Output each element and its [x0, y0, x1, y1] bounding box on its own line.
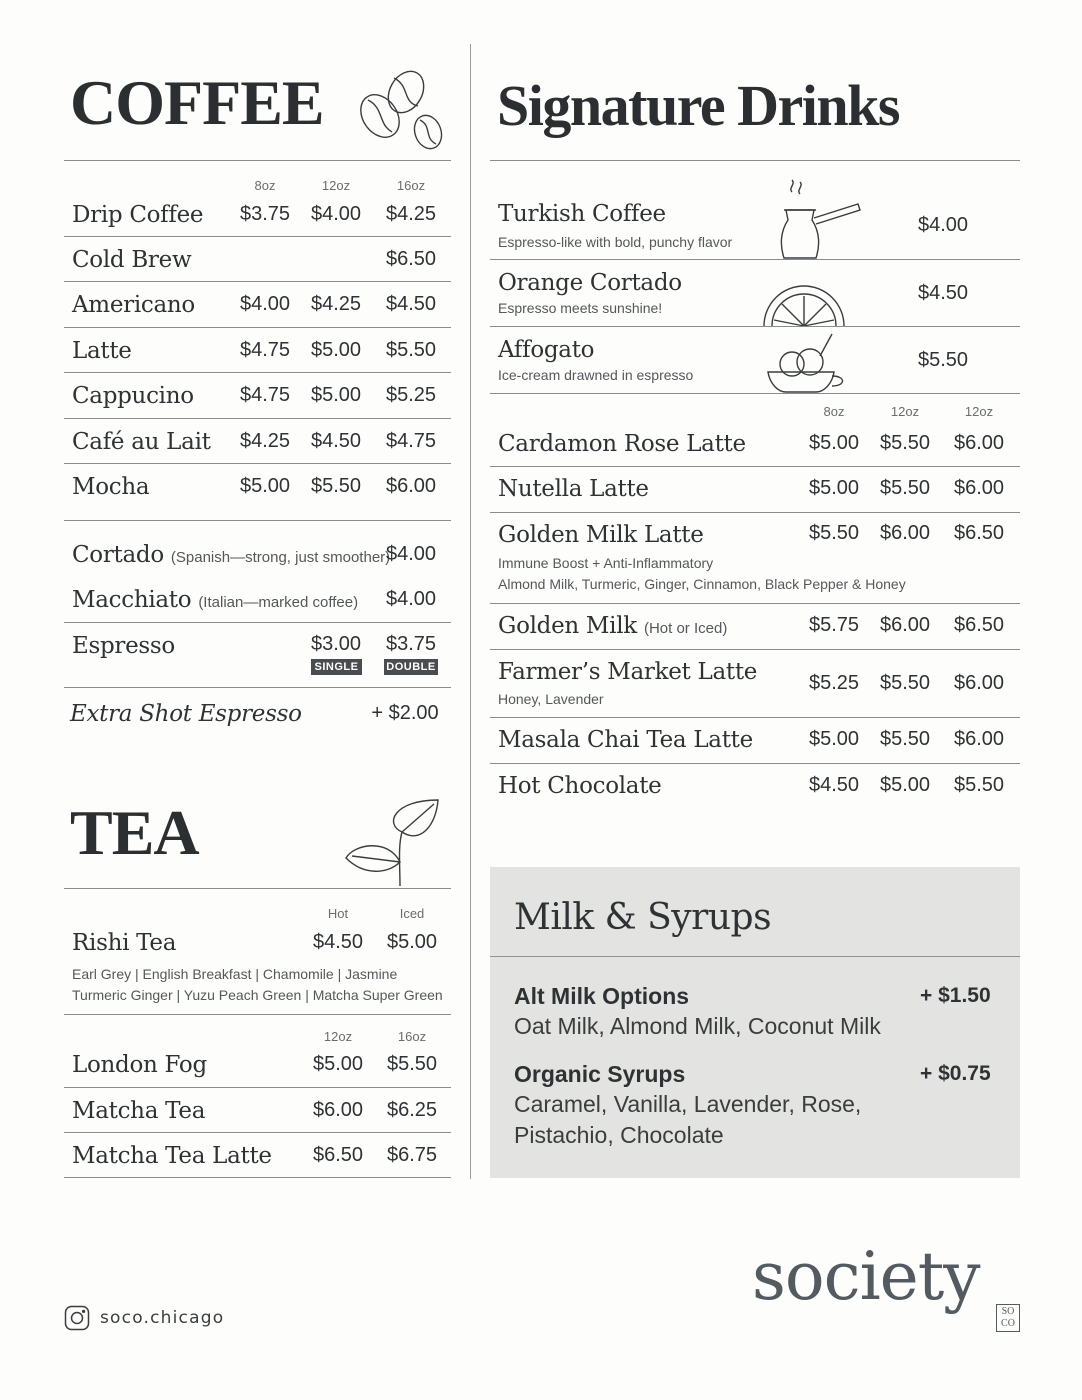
cortado-note: (Spanish—strong, just smoother) — [170, 549, 391, 566]
coffee-item-name: Mocha — [72, 474, 150, 500]
milk-syrups-title: Milk & Syrups — [514, 897, 772, 938]
rishi-iced-price: $5.00 — [386, 931, 438, 953]
latte-price-3: $6.00 — [953, 432, 1005, 454]
latte-price-1: $5.75 — [808, 614, 860, 636]
syrups-options-line: Caramel, Vanilla, Lavender, Rose, — [514, 1091, 862, 1117]
featured-price: $4.00 — [917, 214, 969, 236]
coffee-price-8oz: $4.25 — [239, 430, 291, 452]
latte-price-3: $5.50 — [953, 774, 1005, 796]
coffee-item-name: Café au Lait — [72, 429, 211, 455]
signature-row-rule — [490, 393, 1020, 394]
coffee-size-12oz: 12oz — [321, 178, 351, 193]
sig-size-12oz-2: 12oz — [964, 404, 994, 419]
single-badge: SINGLE — [311, 659, 362, 675]
latte-name: Hot Chocolate — [498, 773, 662, 799]
latte-price-2: $5.50 — [879, 477, 931, 499]
coffee-row-rule — [64, 327, 451, 328]
signature-row-rule — [490, 512, 1020, 513]
coffee-price-16oz: $4.25 — [385, 203, 437, 225]
ice-cream-bowl-icon — [766, 332, 848, 394]
rishi-hot-price: $4.50 — [312, 931, 364, 953]
coffee-price-16oz: $4.75 — [385, 430, 437, 452]
instagram-handle: soco.chicago — [100, 1308, 225, 1328]
latte-name: Farmer’s Market Latte — [498, 659, 758, 685]
latte-price-3: $6.00 — [953, 672, 1005, 694]
tea-price-16oz: $5.50 — [386, 1053, 438, 1075]
coffee-title: COFFEE — [70, 67, 324, 138]
tea-hot-label: Hot — [327, 906, 349, 921]
coffee-price-8oz: $4.00 — [239, 293, 291, 315]
coffee-price-16oz: $6.00 — [385, 475, 437, 497]
macchiato-note: (Italian—marked coffee) — [198, 594, 359, 611]
latte-price-2: $5.50 — [879, 432, 931, 454]
society-logo — [752, 1238, 1032, 1338]
latte-price-2: $6.00 — [879, 614, 931, 636]
coffee-size-16oz: 16oz — [396, 178, 426, 193]
coffee-price-12oz: $5.50 — [310, 475, 362, 497]
latte-note: (Hot or Iced) — [643, 620, 728, 637]
logo-badge — [996, 1304, 1020, 1332]
milk-syrups-panel — [490, 867, 1020, 1178]
latte-name: Masala Chai Tea Latte — [498, 727, 753, 753]
extra-shot-price: + $2.00 — [371, 702, 439, 724]
latte-price-1: $5.00 — [808, 432, 860, 454]
coffee-price-12oz: $5.00 — [310, 384, 362, 406]
coffee-price-8oz: $4.75 — [239, 339, 291, 361]
golden-milk-row — [498, 613, 727, 639]
rishi-flavors-line: Turmeric Ginger | Yuzu Peach Green | Matcha Super Green — [72, 987, 443, 1003]
instagram-link[interactable] — [64, 1305, 224, 1331]
cortado-row — [72, 542, 390, 568]
coffee-item-name: Latte — [72, 338, 132, 364]
coffee-row-rule — [64, 622, 451, 623]
latte-price-3: $6.00 — [953, 477, 1005, 499]
macchiato-name: Macchiato — [72, 587, 192, 613]
coffee-item-name: Cappucino — [72, 383, 194, 409]
coffee-title-rule — [64, 160, 451, 161]
instagram-icon — [64, 1305, 90, 1331]
turkish-pot-icon — [776, 180, 862, 260]
signature-row-rule — [490, 466, 1020, 467]
tea-size-12oz: 12oz — [323, 1029, 353, 1044]
tea-title-rule — [64, 888, 451, 889]
sig-size-12oz: 12oz — [890, 404, 920, 419]
latte-name: Golden Milk Latte — [498, 522, 704, 548]
rishi-tea-name: Rishi Tea — [72, 930, 177, 956]
coffee-row-rule — [64, 372, 451, 373]
latte-price-3: $6.00 — [953, 728, 1005, 750]
tea-item-name: London Fog — [72, 1052, 207, 1078]
coffee-price-12oz: $4.00 — [310, 203, 362, 225]
coffee-row-rule — [64, 281, 451, 282]
featured-name: Turkish Coffee — [498, 201, 666, 227]
coffee-price-8oz: $5.00 — [239, 475, 291, 497]
coffee-beans-icon — [358, 66, 450, 156]
macchiato-price: $4.00 — [385, 588, 437, 610]
alt-milk-heading: Alt Milk Options — [514, 983, 690, 1009]
coffee-row-rule — [64, 687, 451, 688]
coffee-row-rule — [64, 463, 451, 464]
tea-iced-label: Iced — [399, 906, 425, 921]
tea-size-16oz: 16oz — [397, 1029, 427, 1044]
signature-row-rule — [490, 603, 1020, 604]
logo-badge-bottom: CO — [1001, 1318, 1015, 1329]
espresso-double-price: $3.75 — [385, 633, 437, 655]
latte-price-1: $4.50 — [808, 774, 860, 796]
tea-item-name: Matcha Tea Latte — [72, 1143, 272, 1169]
latte-desc: Honey, Lavender — [498, 691, 604, 707]
orange-slice-icon — [762, 284, 846, 326]
tea-price-12oz: $5.00 — [312, 1053, 364, 1075]
tea-price-12oz: $6.50 — [312, 1144, 364, 1166]
coffee-section-rule — [64, 520, 451, 521]
espresso-name: Espresso — [72, 633, 175, 659]
latte-desc: Almond Milk, Turmeric, Ginger, Cinnamon, Black Pepper & Honey — [498, 576, 906, 592]
column-divider — [470, 44, 471, 1179]
featured-desc: Espresso meets sunshine! — [498, 300, 663, 316]
coffee-row-rule — [64, 236, 451, 237]
coffee-price-16oz: $5.25 — [385, 384, 437, 406]
signature-row-rule — [490, 717, 1020, 718]
latte-name: Cardamon Rose Latte — [498, 431, 746, 457]
coffee-price-12oz: $4.25 — [310, 293, 362, 315]
cortado-name: Cortado — [72, 542, 164, 568]
latte-price-2: $6.00 — [879, 522, 931, 544]
tea-price-16oz: $6.75 — [386, 1144, 438, 1166]
alt-milk-options: Oat Milk, Almond Milk, Coconut Milk — [514, 1013, 881, 1039]
coffee-item-name: Drip Coffee — [72, 202, 204, 228]
latte-price-1: $5.00 — [808, 728, 860, 750]
coffee-price-12oz: $5.00 — [310, 339, 362, 361]
signature-row-rule — [490, 259, 1020, 260]
tea-row-rule — [64, 1014, 451, 1015]
macchiato-row — [72, 587, 358, 613]
coffee-item-name: Cold Brew — [72, 247, 192, 273]
coffee-price-16oz: $5.50 — [385, 339, 437, 361]
signature-row-rule — [490, 763, 1020, 764]
extra-shot-name: Extra Shot Espresso — [70, 701, 302, 727]
coffee-size-8oz: 8oz — [254, 178, 276, 193]
latte-price-2: $5.50 — [879, 672, 931, 694]
latte-desc: Immune Boost + Anti-Inflammatory — [498, 555, 714, 571]
rishi-flavors-line: Earl Grey | English Breakfast | Chamomile | Jasmine — [72, 966, 398, 982]
featured-desc: Ice-cream drawned in espresso — [498, 367, 694, 383]
latte-price-3: $6.50 — [953, 522, 1005, 544]
tea-price-12oz: $6.00 — [312, 1099, 364, 1121]
coffee-price-16oz: $4.50 — [385, 293, 437, 315]
milk-syrups-rule — [490, 956, 1020, 957]
featured-price: $5.50 — [917, 349, 969, 371]
latte-price-1: $5.50 — [808, 522, 860, 544]
coffee-price-8oz: $3.75 — [239, 203, 291, 225]
featured-name: Orange Cortado — [498, 270, 682, 296]
double-badge: DOUBLE — [384, 659, 438, 675]
syrups-price: + $0.75 — [920, 1062, 991, 1085]
cortado-price: $4.00 — [385, 543, 437, 565]
latte-price-2: $5.00 — [879, 774, 931, 796]
latte-name: Nutella Latte — [498, 476, 649, 502]
featured-name: Affogato — [498, 337, 595, 363]
latte-price-3: $6.50 — [953, 614, 1005, 636]
coffee-price-12oz: $4.50 — [310, 430, 362, 452]
syrups-options-line: Pistachio, Chocolate — [514, 1122, 724, 1148]
coffee-item-name: Americano — [72, 292, 195, 318]
sig-size-8oz: 8oz — [823, 404, 845, 419]
leaf-icon — [344, 796, 444, 888]
latte-price-1: $5.25 — [808, 672, 860, 694]
featured-price: $4.50 — [917, 282, 969, 304]
syrups-heading: Organic Syrups — [514, 1061, 686, 1087]
logo-wordmark: society — [752, 1238, 980, 1315]
latte-name: Golden Milk — [498, 613, 637, 639]
signature-row-rule — [490, 326, 1020, 327]
logo-badge-top: SO — [1001, 1306, 1015, 1317]
latte-price-1: $5.00 — [808, 477, 860, 499]
tea-row-rule — [64, 1177, 451, 1178]
tea-title: TEA — [70, 797, 199, 868]
tea-row-rule — [64, 1132, 451, 1133]
signature-title: Signature Drinks — [497, 73, 899, 138]
tea-price-16oz: $6.25 — [386, 1099, 438, 1121]
signature-row-rule — [490, 649, 1020, 650]
espresso-single-price: $3.00 — [310, 633, 362, 655]
tea-item-name: Matcha Tea — [72, 1098, 206, 1124]
alt-milk-price: + $1.50 — [920, 984, 991, 1007]
tea-row-rule — [64, 1087, 451, 1088]
signature-title-rule — [490, 160, 1020, 161]
coffee-row-rule — [64, 418, 451, 419]
latte-price-2: $5.50 — [879, 728, 931, 750]
coffee-price-8oz: $4.75 — [239, 384, 291, 406]
coffee-price-16oz: $6.50 — [385, 248, 437, 270]
featured-desc: Espresso-like with bold, punchy flavor — [498, 234, 733, 250]
